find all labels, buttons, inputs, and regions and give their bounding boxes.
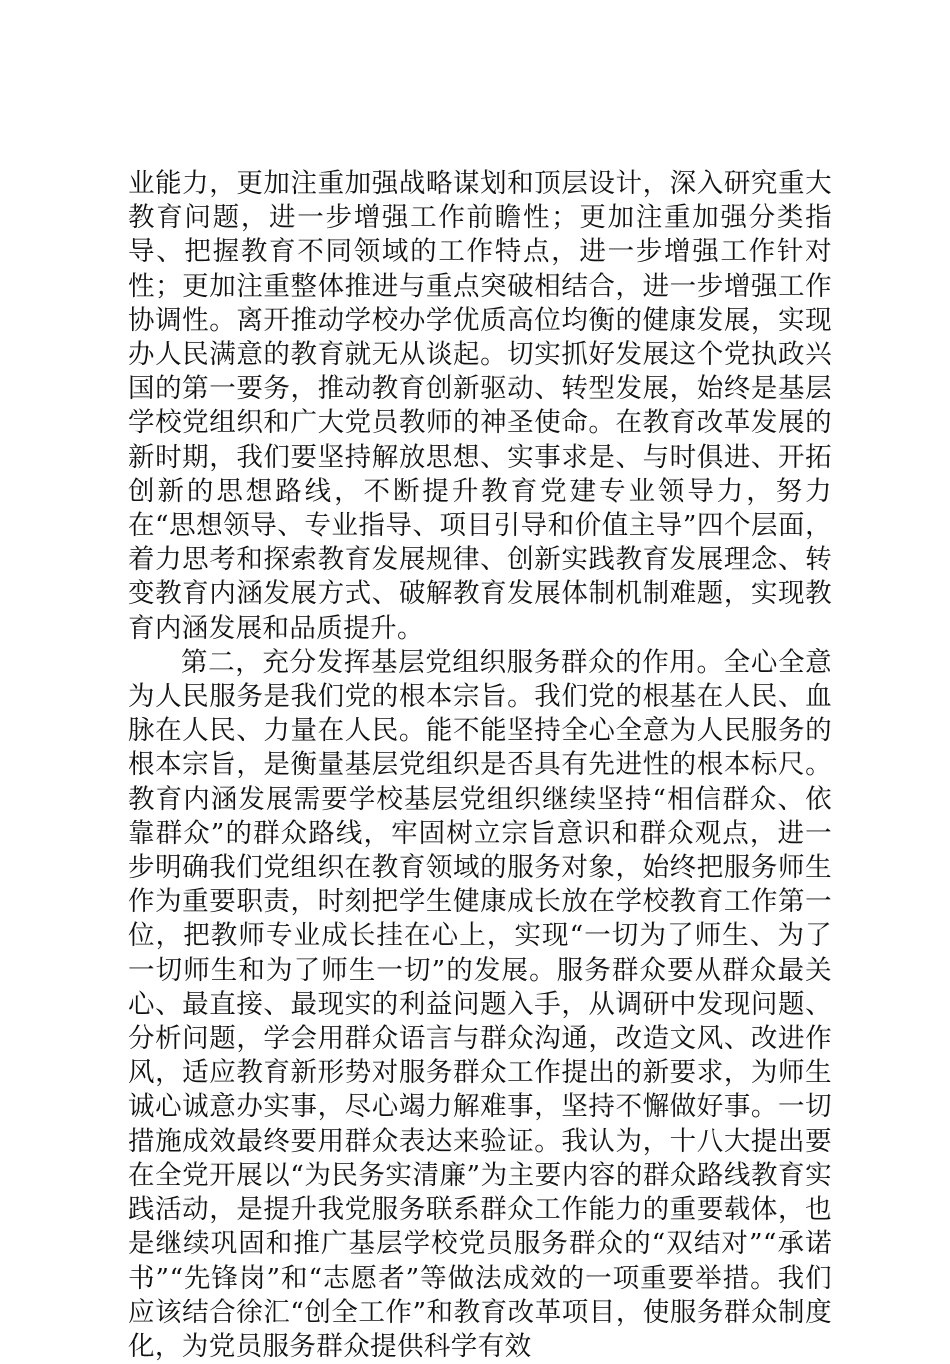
paragraph-second-point: 第二，充分发挥基层党组织服务群众的作用。全心全意为人民服务是我们党的根本宗旨。我们党的根基在人民、血脉在人民、力量在人民。能不能坚持全心全意为人民服务的根本宗旨，是衡量基层党组织是否具有先进性的根本标尺。教育内涵发展需要学校基层党组织继续坚持“相信群众、依靠群众”的群众路线，牢固树立宗旨意识和群众观点，进一步明确我们党组织在教育领域的服务对象，始终把服务师生作为重要职责，时刻把学生健康成长放在学校教育工作第一位，把教师专业成长挂在心上，实现“一切为了师生、为了一切师生和为了师生一切”的发展。服务群众要从群众最关心、最直接、最现实的利益问题入手，从调研中发现问题、分析问题，学会用群众语言与群众沟通，改造文风、改进作风，适应教育新形势对服务群众工作提出的新要求，为师生诚心诚意办实事，尽心竭力解难事，坚持不懈做好事。一切措施成效最终要用群众表达来验证。我认为，十八大提出要在全党开展以“为民务实清廉”为主要内容的群众路线教育实践活动，是提升我党服务联系群众工作能力的重要载体，也是继续巩固和推广基层学校党员服务群众的“双结对”“承诺书”“先锋岗”和“志愿者”等做法成效的一项重要举措。我们应该结合徐汇“创全工作”和教育改革项目，使服务群众制度化，为党员服务群众提供科学有效 [128,646,832,1362]
paragraph-continuation: 业能力，更加注重加强战略谋划和顶层设计，深入研究重大教育问题，进一步增强工作前瞻性；更加注重加强分类指导、把握教育不同领域的工作特点，进一步增强工作针对性；更加注重整体推进与重点突破相结合，进一步增强工作协调性。离开推动学校办学优质高位均衡的健康发展，实现办人民满意的教育就无从谈起。切实抓好发展这个党执政兴国的第一要务，推动教育创新驱动、转型发展，始终是基层学校党组织和广大党员教师的神圣使命。在教育改革发展的新时期，我们要坚持解放思想、实事求是、与时俱进、开拓创新的思想路线，不断提升教育党建专业领导力，努力在“思想领导、专业指导、项目引导和价值主导”四个层面，着力思考和探索教育发展规律、创新实践教育发展理念、转变教育内涵发展方式、破解教育发展体制机制难题，实现教育内涵发展和品质提升。 [128,168,832,644]
document-body [128,167,832,1364]
